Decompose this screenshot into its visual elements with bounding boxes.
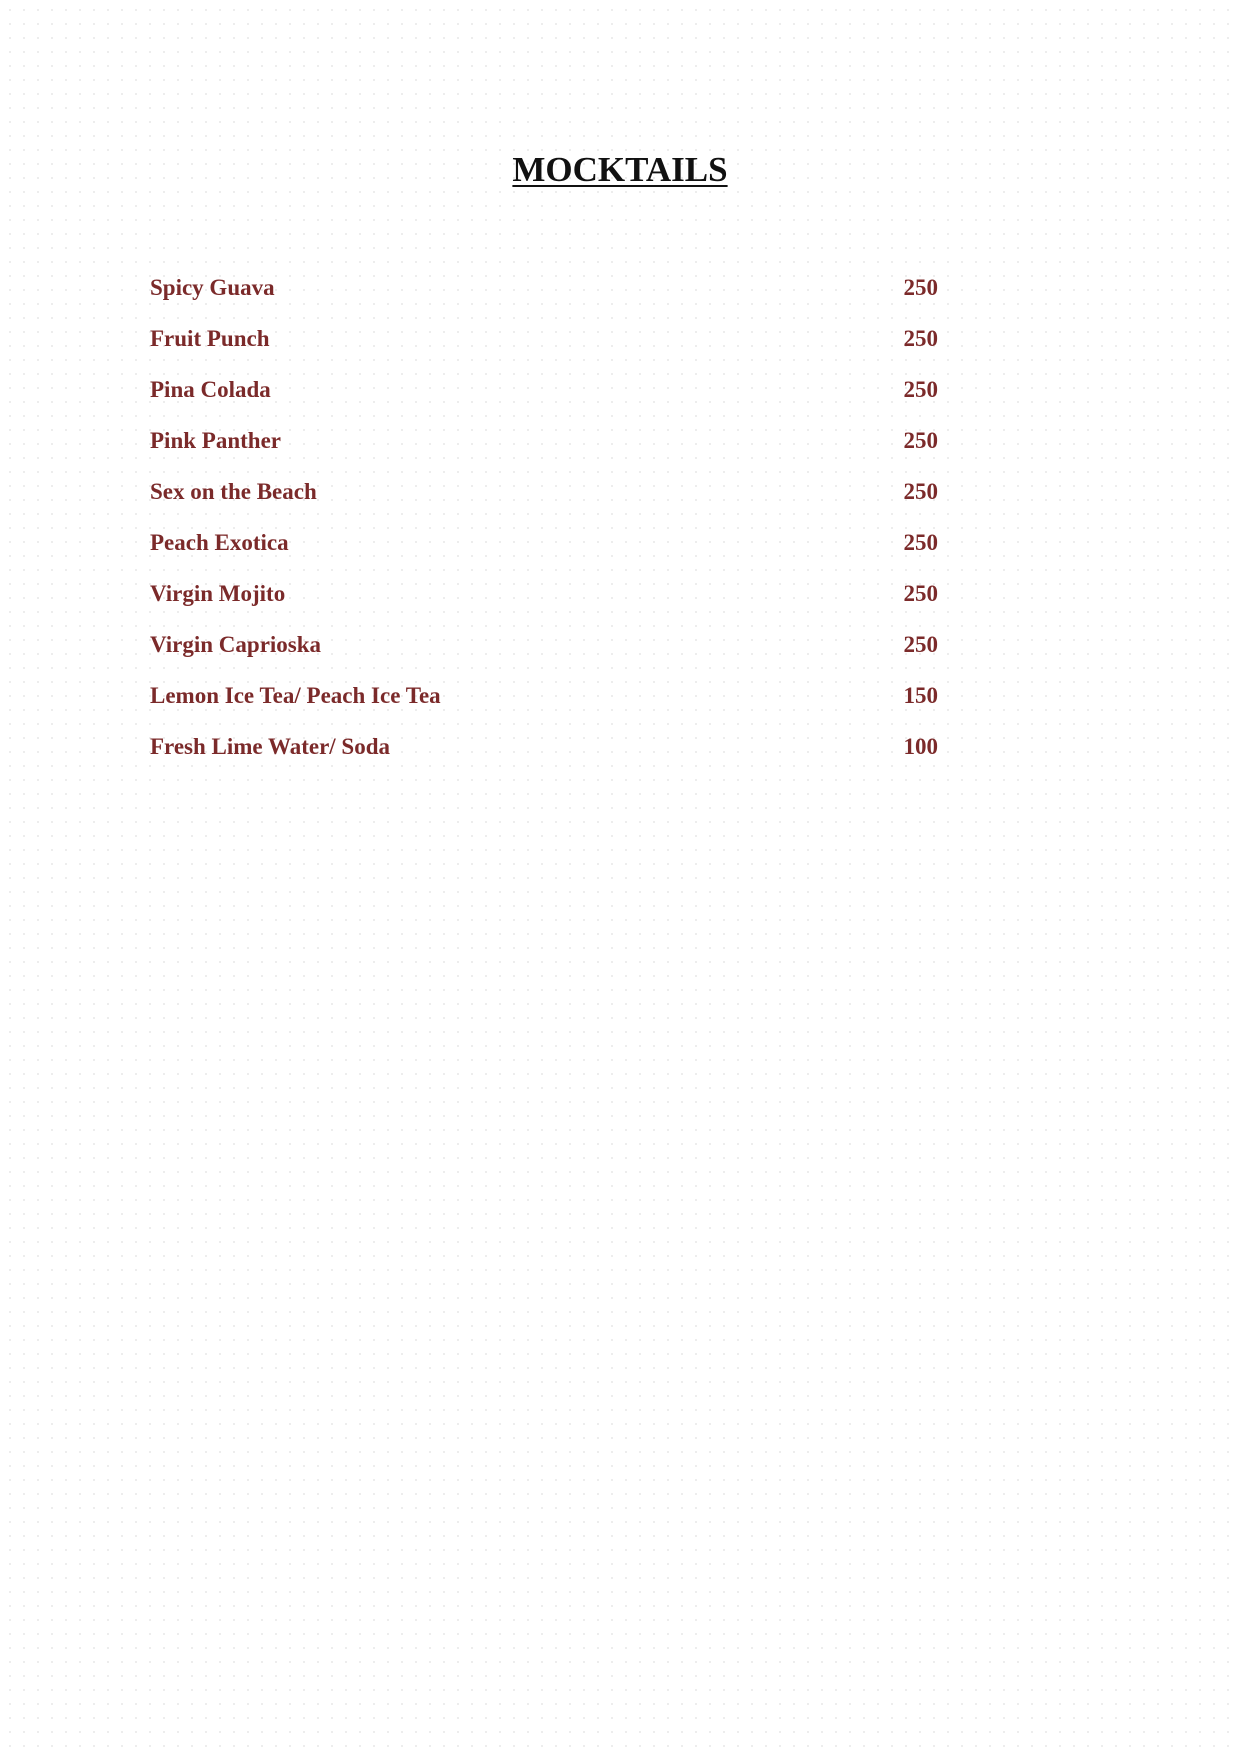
item-price: 250 <box>903 632 938 657</box>
menu-title: MOCKTAILS <box>512 150 728 189</box>
item-name: Pina Colada <box>150 377 271 402</box>
item-price: 150 <box>903 683 938 708</box>
item-name: Pink Panther <box>150 428 281 453</box>
item-name: Virgin Caprioska <box>150 632 322 657</box>
menu-list <box>150 270 938 780</box>
item-name: Fruit Punch <box>150 326 270 351</box>
menu-item <box>150 678 938 729</box>
item-price: 250 <box>903 275 938 300</box>
menu-item <box>150 627 938 678</box>
item-price: 250 <box>903 428 938 453</box>
item-price: 250 <box>903 377 938 402</box>
item-price: 250 <box>903 530 938 555</box>
item-name: Peach Exotica <box>150 530 289 555</box>
menu-item <box>150 474 938 525</box>
item-name: Fresh Lime Water/ Soda <box>150 734 391 759</box>
item-price: 100 <box>903 734 938 759</box>
item-price: 250 <box>903 326 938 351</box>
menu-item <box>150 321 938 372</box>
menu-item <box>150 372 938 423</box>
menu-item <box>150 423 938 474</box>
menu-item <box>150 576 938 627</box>
menu-item <box>150 729 938 780</box>
item-price: 250 <box>903 479 938 504</box>
item-price: 250 <box>903 581 938 606</box>
item-name: Lemon Ice Tea/ Peach Ice Tea <box>150 683 441 708</box>
item-name: Spicy Guava <box>150 275 275 300</box>
item-name: Virgin Mojito <box>150 581 286 606</box>
menu-item <box>150 525 938 576</box>
menu-item <box>150 270 938 321</box>
item-name: Sex on the Beach <box>150 479 317 504</box>
